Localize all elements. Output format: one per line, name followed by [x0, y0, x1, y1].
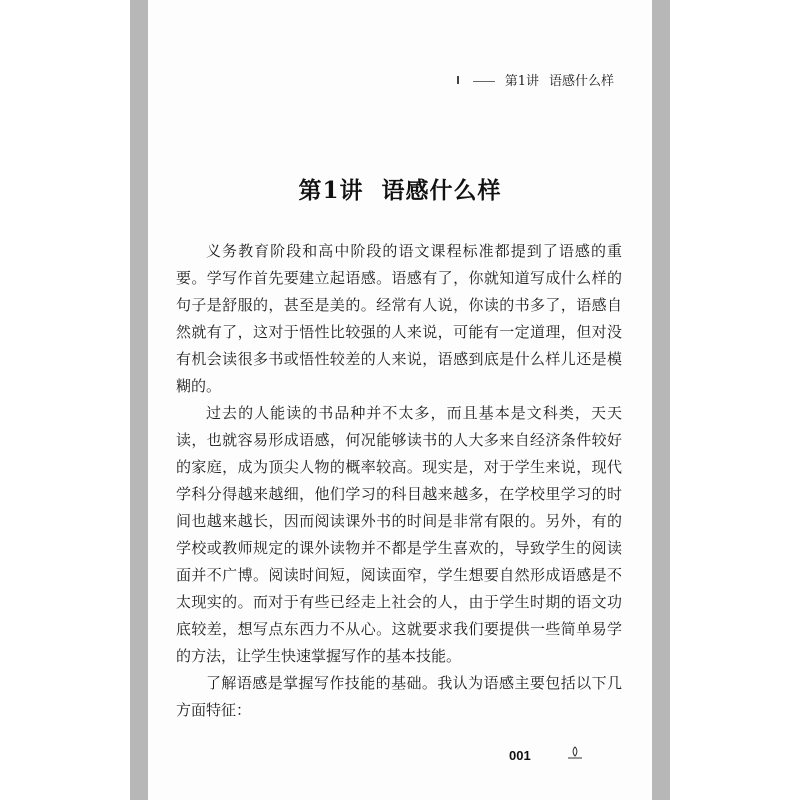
body-text	[176, 238, 622, 724]
header-mark-icon	[457, 76, 459, 84]
paragraph: 了解语感是掌握写作技能的基础。我认为语感主要包括以下几方面特征：	[176, 674, 622, 719]
running-header	[457, 70, 614, 89]
header-rule	[473, 81, 495, 82]
paragraph: 义务教育阶段和高中阶段的语文课程标准都提到了语感的重要。学写作首先要建立起语感。语感有了，你就知道写成什么样的句子是舒服的，甚至是美的。经常有人说，你读的书多了，语感自然就有了，这对于悟性比较强的人来说，可能有一定道理，但对没有机会读很多书或悟性较差的人来说，语感到底是什么样儿还是模糊的。	[176, 242, 622, 395]
page-edge-right	[652, 0, 670, 800]
leaf-ornament-icon	[566, 744, 584, 762]
paragraph: 过去的人能读的书品种并不太多，而且基本是文科类，天天读，也就容易形成语感，何况能够读书的人大多来自经济条件较好的家庭，成为顶尖人物的概率较高。现实是，对于学生来说，现代学科分得越来越细，他们学习的科目越来越多，在学校里学习的时间也越来越长，因而阅读课外书的时间是非常有限的。另外，有的学校或教师规定的课外读物并不都是学生喜欢的，导致学生的阅读面并不广博。阅读时间短，阅读面窄，学生想要自然形成语感是不太现实的。而对于有些已经走上社会的人，由于学生时期的语文功底较差，想写点东西力不从心。这就要求我们要提供一些简单易学的方法，让学生快速掌握写作的基本技能。	[176, 404, 622, 665]
header-chapter: 第1讲	[504, 74, 539, 89]
header-title: 语感什么样	[548, 74, 614, 89]
page-number: 001	[509, 748, 531, 763]
chapter-title	[148, 172, 652, 205]
book-page	[148, 0, 652, 800]
page-edge-left	[130, 0, 148, 800]
chapter-name: 语感什么样	[381, 177, 502, 204]
chapter-number: 第1讲	[298, 177, 364, 204]
